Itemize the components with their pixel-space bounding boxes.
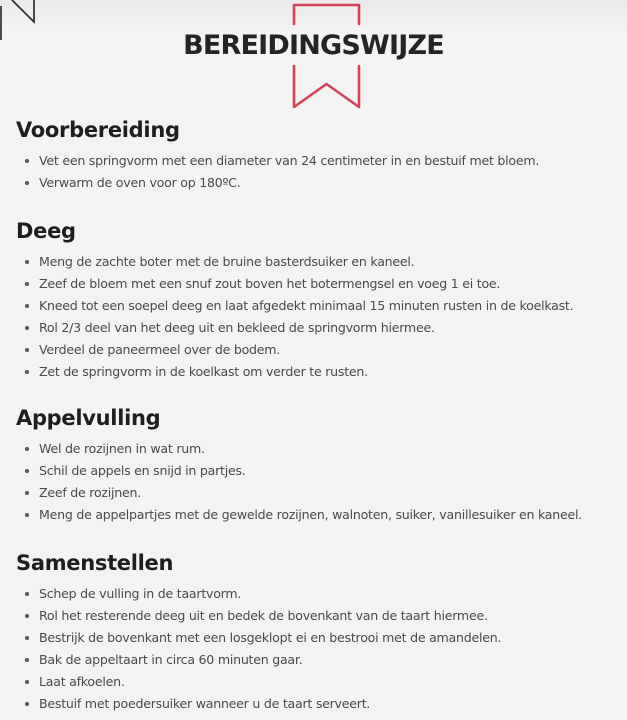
bullet-icon	[25, 658, 29, 662]
bullet-icon	[25, 326, 29, 330]
list-item: Schil de appels en snijd in partjes.	[39, 460, 582, 482]
list-item: Meng de zachte boter met de bruine basterdsuiker en kaneel.	[39, 251, 573, 273]
bullet-icon	[25, 304, 29, 308]
step-list	[16, 438, 582, 526]
list-item: Laat afkoelen.	[39, 671, 501, 693]
step-list	[16, 251, 573, 383]
list-item: Bak de appeltaart in circa 60 minuten gaar.	[39, 649, 501, 671]
bullet-icon	[25, 614, 29, 618]
step-list	[16, 150, 539, 194]
bullet-icon	[25, 592, 29, 596]
page-title: BEREIDINGSWIJZE	[183, 30, 444, 61]
bullet-icon	[25, 282, 29, 286]
bullet-icon	[25, 260, 29, 264]
bullet-icon	[25, 636, 29, 640]
list-item: Wel de rozijnen in wat rum.	[39, 438, 582, 460]
list-item: Bestuif met poedersuiker wanneer u de taart serveert.	[39, 693, 501, 715]
bullet-icon	[25, 181, 29, 185]
list-item: Bestrijk de bovenkant met een losgeklopt ei en bestrooi met de amandelen.	[39, 627, 501, 649]
list-item: Rol 2/3 deel van het deeg uit en bekleed de springvorm hiermee.	[39, 317, 573, 339]
section-heading: Voorbereiding	[16, 118, 180, 142]
list-item: Meng de appelpartjes met de gewelde rozijnen, walnoten, suiker, vanillesuiker en kaneel.	[39, 504, 582, 526]
bullet-icon	[25, 469, 29, 473]
list-item: Zeef de bloem met een snuf zout boven het botermengsel en voeg 1 ei toe.	[39, 273, 573, 295]
list-item: Kneed tot een soepel deeg en laat afgedekt minimaal 15 minuten rusten in de koelkast.	[39, 295, 573, 317]
bullet-icon	[25, 491, 29, 495]
section-samenstellen	[0, 548, 501, 715]
bullet-icon	[25, 370, 29, 374]
section-heading: Appelvulling	[16, 406, 161, 430]
bullet-icon	[25, 680, 29, 684]
section-voorbereiding	[0, 115, 539, 194]
section-heading: Deeg	[16, 219, 76, 243]
section-deeg	[0, 216, 573, 383]
section-appelvulling	[0, 403, 582, 526]
list-item: Verwarm de oven voor op 180ºC.	[39, 172, 539, 194]
step-list	[16, 583, 501, 715]
bullet-icon	[25, 513, 29, 517]
bullet-icon	[25, 447, 29, 451]
list-item: Rol het resterende deeg uit en bedek de bovenkant van de taart hiermee.	[39, 605, 501, 627]
bullet-icon	[25, 348, 29, 352]
bullet-icon	[25, 702, 29, 706]
list-item: Zeef de rozijnen.	[39, 482, 582, 504]
list-item: Schep de vulling in de taartvorm.	[39, 583, 501, 605]
page-header	[0, 0, 627, 112]
bullet-icon	[25, 159, 29, 163]
section-heading: Samenstellen	[16, 551, 174, 575]
list-item: Vet een springvorm met een diameter van 24 centimeter in en bestuif met bloem.	[39, 150, 539, 172]
list-item: Verdeel de paneermeel over de bodem.	[39, 339, 573, 361]
list-item: Zet de springvorm in de koelkast om verder te rusten.	[39, 361, 573, 383]
